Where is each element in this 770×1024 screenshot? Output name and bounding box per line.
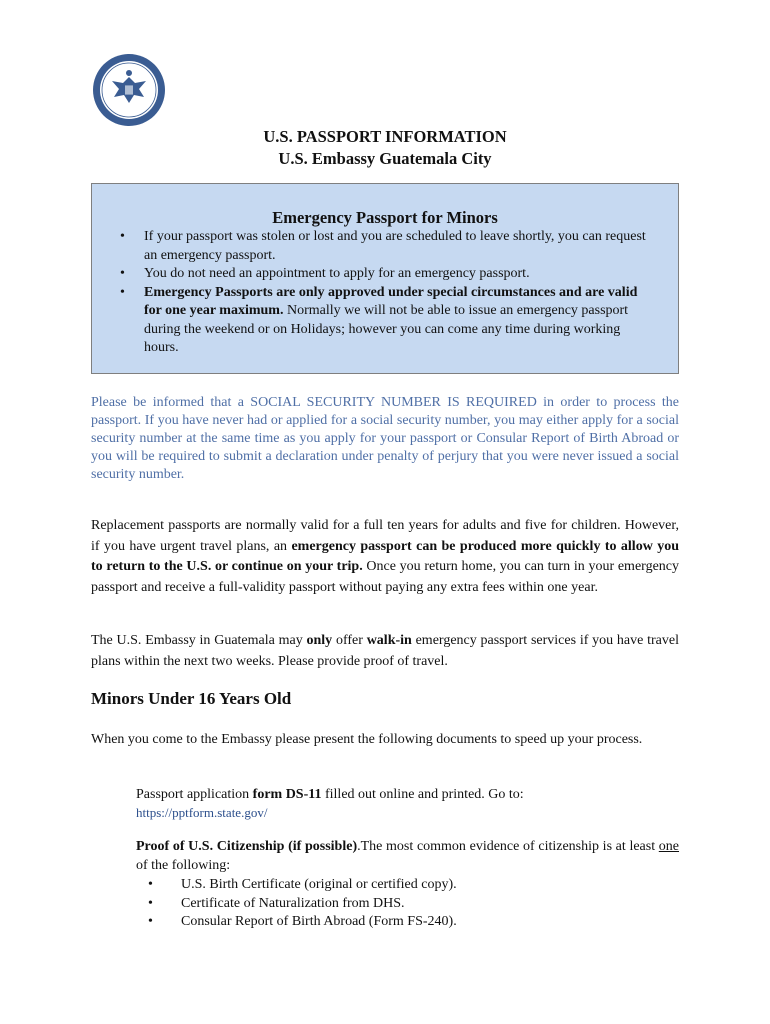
box-bullet-2	[92, 265, 678, 284]
citizenship-evidence-list	[136, 876, 457, 932]
box-bullet-3	[92, 284, 678, 358]
pptform-link[interactable]: https://pptform.state.gov/	[136, 805, 268, 820]
bullet-icon: •	[120, 229, 125, 244]
item-text: filled out online and printed. Go to:	[321, 787, 524, 802]
item-text: of the following:	[136, 857, 231, 873]
list-item	[136, 876, 457, 895]
bullet-icon: •	[120, 284, 125, 300]
bullet-icon: •	[148, 895, 153, 911]
box-bullet-bold-text: Emergency Passports are only approved under special circumstances and are valid for one year maximum.	[144, 284, 638, 318]
checklist-item-ds11	[136, 785, 679, 805]
item-text: .The most common evidence of citizenship is at least	[357, 839, 659, 854]
bullet-icon: •	[120, 266, 125, 281]
box-bullet-list	[92, 228, 678, 358]
checkbox-icon	[113, 788, 127, 802]
bullet-icon: •	[148, 877, 153, 892]
section-heading: Minors Under 16 Years Old	[91, 689, 292, 708]
checkbox-icon	[113, 841, 127, 855]
box-bullet-1	[92, 228, 678, 265]
embassy-seal-icon	[92, 53, 166, 127]
para-text: Replacement passports are normally valid for a full ten years for adults and five for children. However, if you have urgent travel plans, an	[91, 518, 679, 554]
list-item	[136, 913, 457, 932]
checklist-item-citizenship	[136, 838, 679, 875]
box-bullet-text: You do not need an appointment to apply for an emergency passport.	[144, 266, 530, 281]
item-text: Passport application	[136, 787, 253, 802]
para-text: Once you return home, you can turn in your emergency passport and receive a full-validity passport without paying any extra fees within one year.	[91, 559, 679, 595]
item-bold-text: form DS-11	[252, 787, 322, 802]
bullet-icon: •	[148, 914, 153, 929]
para-text: offer	[332, 633, 367, 648]
box-bullet-text: Normally we will not be able to issue an emergency passport during the weekend or on Holidays; however you can come any time during working hours.	[144, 303, 629, 355]
para-bold-text: emergency passport can be produced more quickly to allow you to return to the U.S. or continue on your trip.	[91, 538, 679, 574]
box-bullet-text: If your passport was stolen or lost and you are scheduled to leave shortly, you can request an emergency passport.	[144, 229, 646, 263]
item-underline-text: one	[658, 839, 680, 854]
page-subtitle: U.S. Embassy Guatemala City	[278, 149, 492, 168]
para-bold-text: walk-in	[366, 633, 412, 648]
emergency-info-box	[91, 183, 679, 374]
para-bold-text: only	[306, 633, 333, 648]
list-item-text: Consular Report of Birth Abroad (Form FS-240).	[181, 914, 457, 929]
box-title: Emergency Passport for Minors	[272, 208, 498, 227]
walk-in-paragraph	[91, 631, 679, 672]
replacement-paragraph	[91, 516, 679, 598]
list-item	[136, 895, 457, 914]
section-intro: When you come to the Embassy please present the following documents to speed up your process.	[91, 732, 643, 747]
list-item-text: Certificate of Naturalization from DHS.	[181, 895, 405, 911]
item-bold-text: Proof of U.S. Citizenship (if possible)	[136, 839, 358, 854]
ssn-notice: Please be informed that a SOCIAL SECURITY NUMBER IS REQUIRED in order to process the passport. If you have never had or applied for a social security number, you may either apply for a social security number at the same time as you apply for your passport or Consular Report of Birth Abroad or you will be required to submit a declaration under penalty of perjury that you were never issued a social security number.	[91, 395, 679, 482]
page-title: U.S. PASSPORT INFORMATION	[263, 127, 507, 146]
para-text: The U.S. Embassy in Guatemala may	[91, 633, 307, 648]
para-text: emergency passport services if you have travel plans within the next two weeks. Please provide proof of travel.	[91, 633, 679, 669]
list-item-text: U.S. Birth Certificate (original or certified copy).	[181, 877, 457, 892]
